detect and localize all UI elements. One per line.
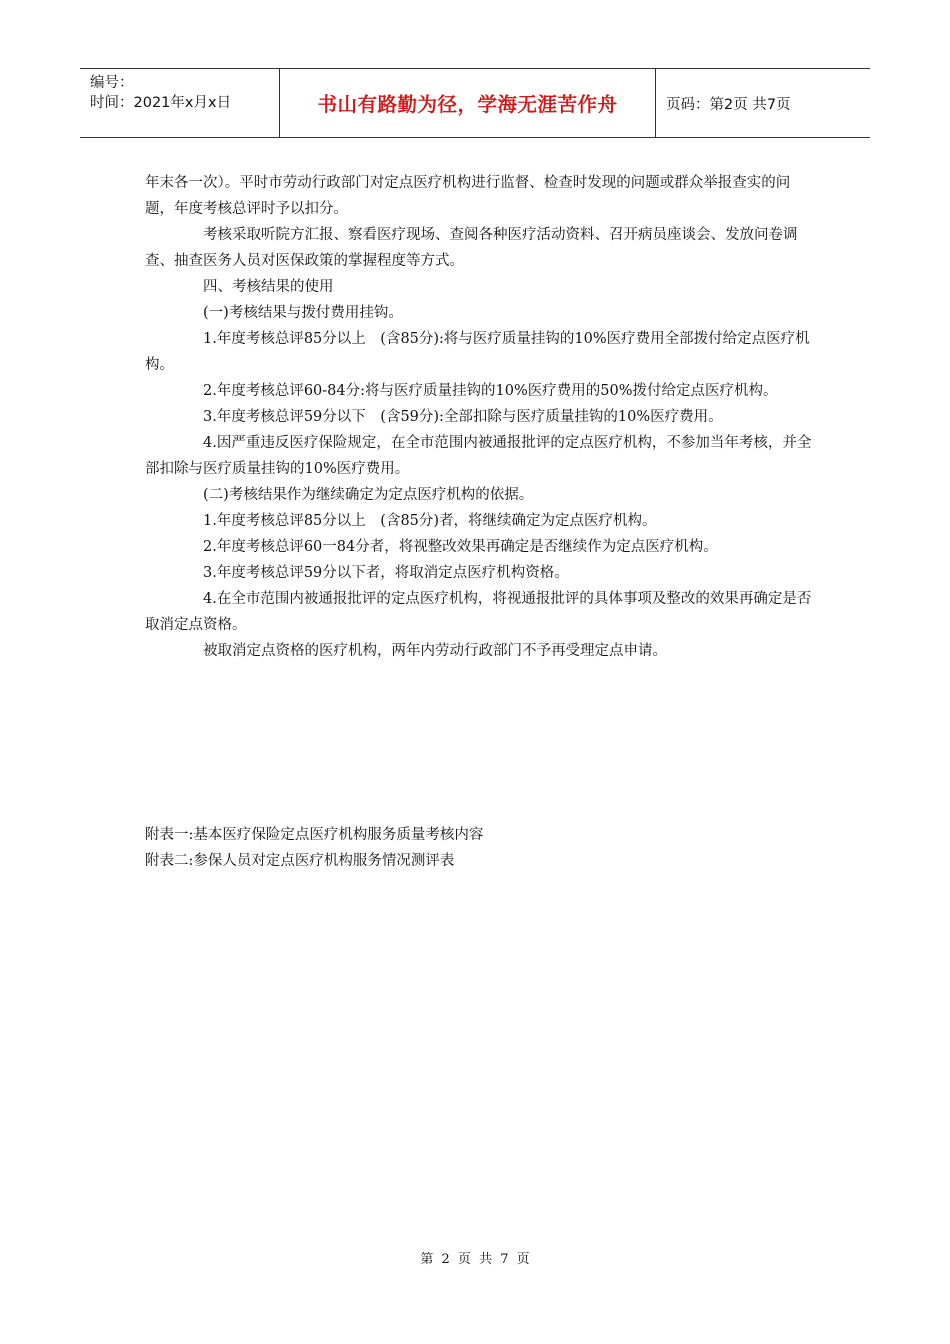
paragraph: 被取消定点资格的医疗机构，两年内劳动行政部门不予再受理定点申请。	[203, 643, 667, 659]
appendix-item: 附表一:基本医疗保险定点医疗机构服务质量考核内容	[145, 827, 484, 843]
paragraph: 考核采取听院方汇报、察看医疗现场、查阅各种医疗活动资料、召开病员座谈会、发放问卷调查、抽查医务人员对医保政策的掌握程度等方式。	[145, 227, 798, 269]
appendix-item: 附表二:参保人员对定点医疗机构服务情况测评表	[145, 853, 455, 869]
list-item: 2.年度考核总评60一84分者，将视整改效果再确定是否继续作为定点医疗机构。	[203, 539, 718, 555]
list-item: 3.年度考核总评59分以下 (含59分):全部扣除与医疗质量挂钩的10%医疗费用。	[203, 409, 723, 425]
subsection-heading: (二)考核结果作为继续确定为定点医疗机构的依据。	[203, 487, 534, 503]
list-item: 2.年度考核总评60-84分:将与医疗质量挂钩的10%医疗费用的50%拨付给定点医疗机构。	[203, 383, 778, 399]
time-label: 时间：2021年x月x日	[90, 95, 232, 111]
page-header	[80, 68, 870, 138]
header-page-info: 页码：第2页 共7页	[666, 96, 791, 113]
page-footer: 第 2 页 共 7 页	[420, 1252, 530, 1267]
document-body	[145, 170, 815, 874]
list-item: 1.年度考核总评85分以上 (含85分):将与医疗质量挂钩的10%医疗费用全部拨付给定点医疗机构。	[145, 331, 810, 373]
paragraph: 年末各一次）。平时市劳动行政部门对定点医疗机构进行监督、检查时发现的问题或群众举报查实的问题，年度考核总评时予以扣分。	[145, 175, 791, 217]
list-item: 4.在全市范围内被通报批评的定点医疗机构，将视通报批评的具体事项及整改的效果再确定是否取消定点资格。	[145, 591, 812, 633]
spacer	[145, 664, 815, 822]
header-meta	[80, 69, 280, 137]
list-item: 1.年度考核总评85分以上 (含85分)者，将继续确定为定点医疗机构。	[203, 513, 657, 529]
subsection-heading: (一)考核结果与拨付费用挂钩。	[203, 305, 403, 321]
list-item: 3.年度考核总评59分以下者，将取消定点医疗机构资格。	[203, 565, 569, 581]
list-item: 4.因严重违反医疗保险规定，在全市范围内被通报批评的定点医疗机构，不参加当年考核，并全部扣除与医疗质量挂钩的10%医疗费用。	[145, 435, 812, 477]
header-motto: 书山有路勤为径，学海无涯苦作舟	[280, 69, 656, 137]
number-label: 编号：	[90, 75, 134, 91]
section-heading: 四、考核结果的使用	[203, 279, 334, 295]
